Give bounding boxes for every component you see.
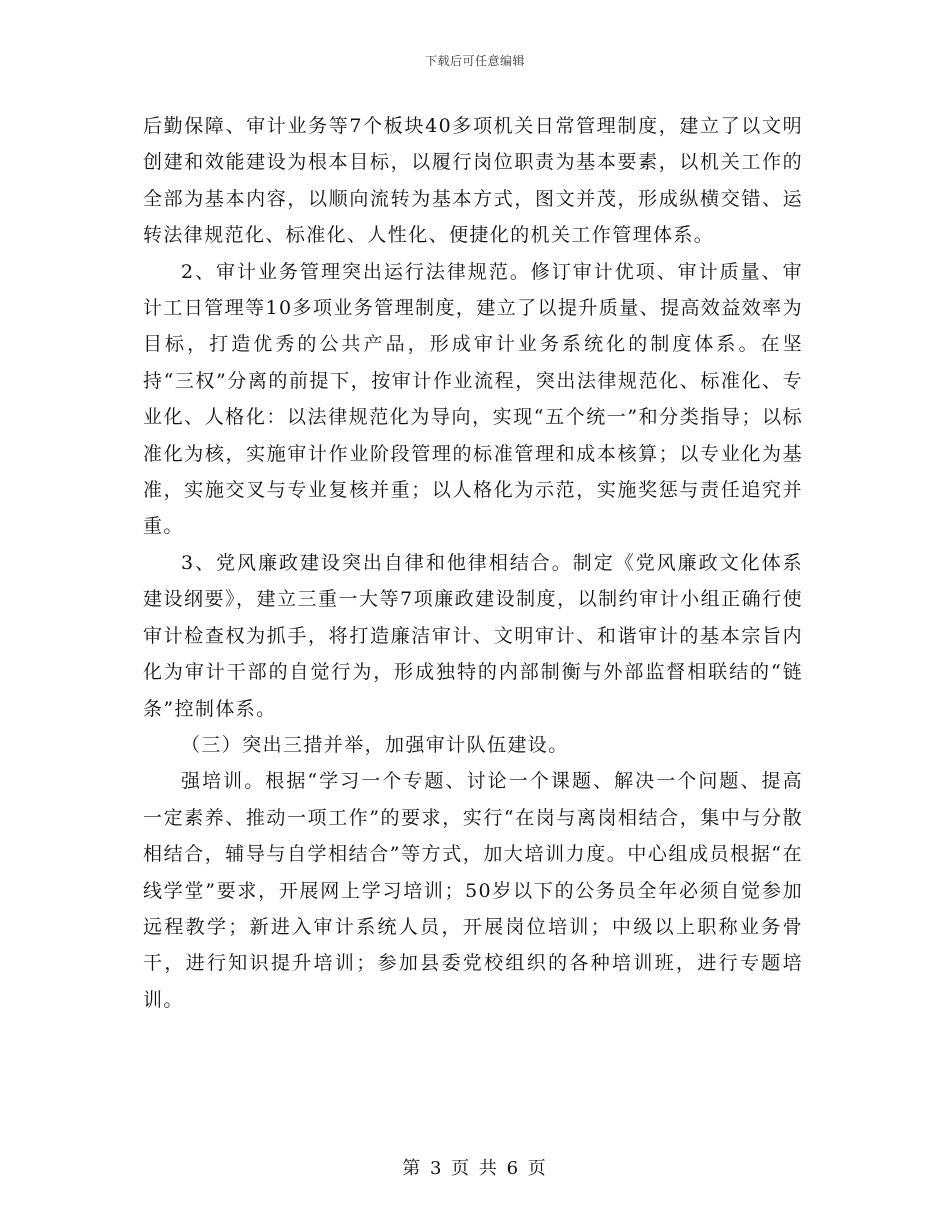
document-body bbox=[143, 108, 803, 1018]
paragraph-training: 强培训。根据“学习一个专题、讨论一个课题、解决一个问题、提高一定素养、推动一项工作”的要求，实行“在岗与离岗相结合，集中与分散相结合，辅导与自学相结合”等方式，加大培训力度。中心组成员根据“在线学堂”要求，开展网上学习培训；50岁以下的公务员全年必须自觉参加远程教学；新进入审计系统人员，开展岗位培训；中级以上职称业务骨干，进行知识提升培训；参加县委党校组织的各种培训班，进行专题培训。 bbox=[143, 770, 803, 1011]
paragraph-management-system: 后勤保障、审计业务等7个板块40多项机关日常管理制度，建立了以文明创建和效能建设为根本目标，以履行岗位职责为基本要素，以机关工作的全部为基本内容，以顺向流转为基本方式，图文并茂，形成纵横交错、运转法律规范化、标准化、人性化、便捷化的机关工作管理体系。 bbox=[143, 115, 803, 247]
page-number-footer: 第 3 页 共 6 页 bbox=[402, 1158, 548, 1179]
page-header: 下载后可任意编辑 bbox=[424, 54, 525, 68]
section-heading-team-building: （三）突出三措并举，加强审计队伍建设。 bbox=[181, 733, 569, 756]
paragraph-audit-business: 2、审计业务管理突出运行法律规范。修订审计优项、审计质量、审计工日管理等10多项业务管理制度，建立了以提升质量、提高效益效率为目标，打造优秀的公共产品，形成审计业务系统化的制度体系。在坚持“三权”分离的前提下，按审计作业流程，突出法律规范化、标准化、专业化、人格化：以法律规范化为导向，实现“五个统一”和分类指导；以标准化为核，实施审计作业阶段管理的标准管理和成本核算；以专业化为基准，实施交叉与专业复核并重；以人格化为示范，实施奖惩与责任追究并重。 bbox=[143, 260, 803, 538]
paragraph-integrity-building: 3、党风廉政建设突出自律和他律相结合。制定《党风廉政文化体系建设纲要》，建立三重一大等7项廉政建设制度，以制约审计小组正确行使审计检查权为抓手，将打造廉洁审计、文明审计、和谐审计的基本宗旨内化为审计干部的自觉行为，形成独特的内部制衡与外部监督相联结的“链条”控制体系。 bbox=[143, 551, 803, 720]
